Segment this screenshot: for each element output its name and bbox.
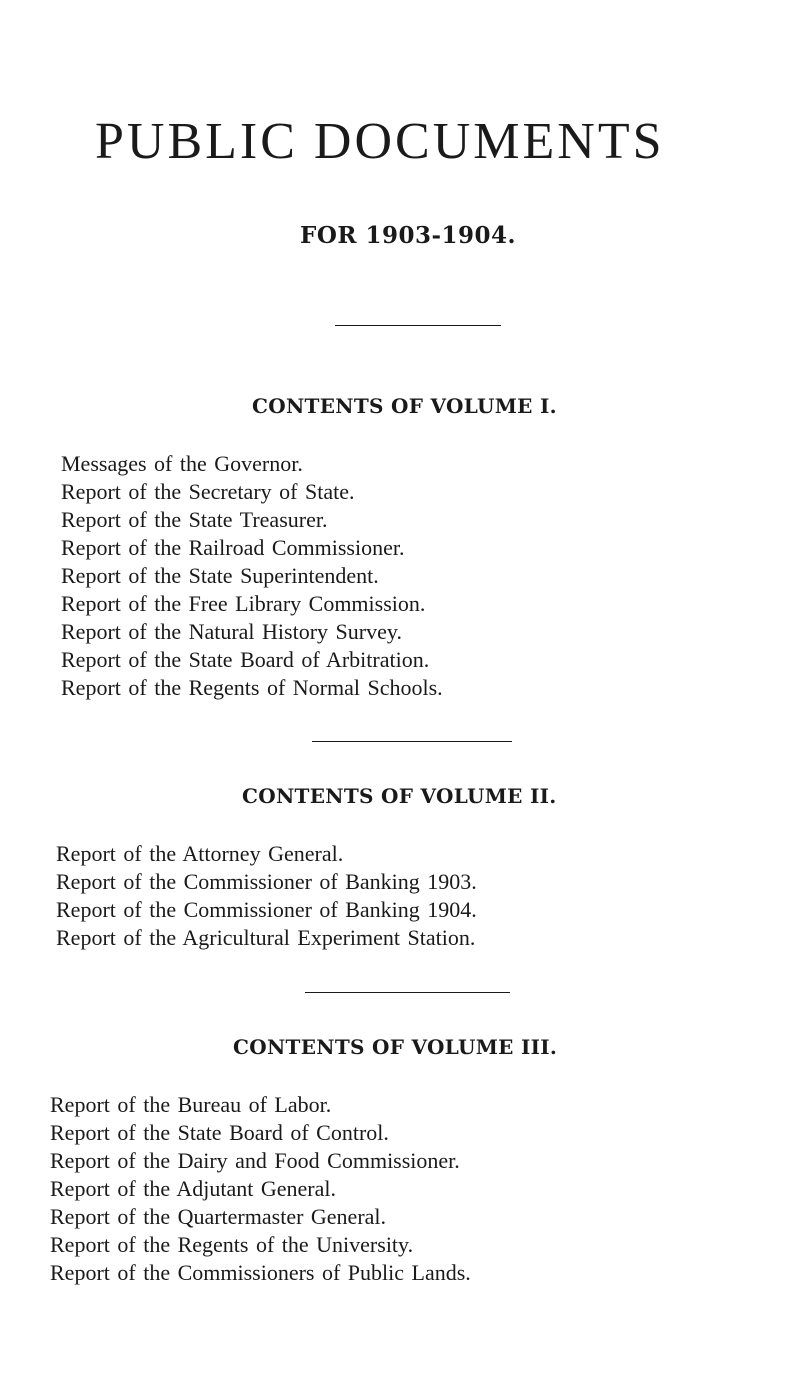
list-item: Report of the Commissioner of Banking 1904. (56, 897, 477, 922)
list-item: Report of the Commissioner of Banking 1903. (56, 869, 477, 894)
list-item: Report of the Agricultural Experiment Station. (56, 925, 476, 950)
list-item: Report of the Railroad Commissioner. (61, 535, 405, 560)
volume-2-heading: CONTENTS OF VOLUME II. (242, 784, 557, 808)
volume-2-list (56, 840, 477, 952)
list-item: Report of the State Board of Arbitration. (61, 647, 430, 672)
divider-rule (305, 992, 510, 993)
list-item: Report of the State Treasurer. (61, 507, 328, 532)
list-item: Report of the Bureau of Labor. (50, 1092, 332, 1117)
divider-rule (312, 741, 512, 742)
list-item: Report of the Adjutant General. (50, 1176, 336, 1201)
list-item: Report of the Regents of the University. (50, 1232, 414, 1257)
volume-3-list (50, 1091, 471, 1287)
list-item: Report of the Commissioners of Public Lands. (50, 1260, 471, 1285)
list-item: Messages of the Governor. (61, 451, 303, 476)
list-item: Report of the Natural History Survey. (61, 619, 402, 644)
list-item: Report of the Secretary of State. (61, 479, 355, 504)
page-subtitle: FOR 1903-1904. (300, 222, 517, 249)
volume-1-list (61, 450, 443, 702)
volume-1-heading: CONTENTS OF VOLUME I. (252, 394, 557, 418)
divider-rule (335, 325, 501, 326)
list-item: Report of the Regents of Normal Schools. (61, 675, 443, 700)
list-item: Report of the Dairy and Food Commissioner. (50, 1148, 460, 1173)
list-item: Report of the Attorney General. (56, 841, 344, 866)
list-item: Report of the State Board of Control. (50, 1120, 389, 1145)
page-title: PUBLIC DOCUMENTS (95, 113, 665, 170)
volume-3-heading: CONTENTS OF VOLUME III. (233, 1035, 558, 1059)
list-item: Report of the State Superintendent. (61, 563, 379, 588)
list-item: Report of the Free Library Commission. (61, 591, 426, 616)
list-item: Report of the Quartermaster General. (50, 1204, 387, 1229)
